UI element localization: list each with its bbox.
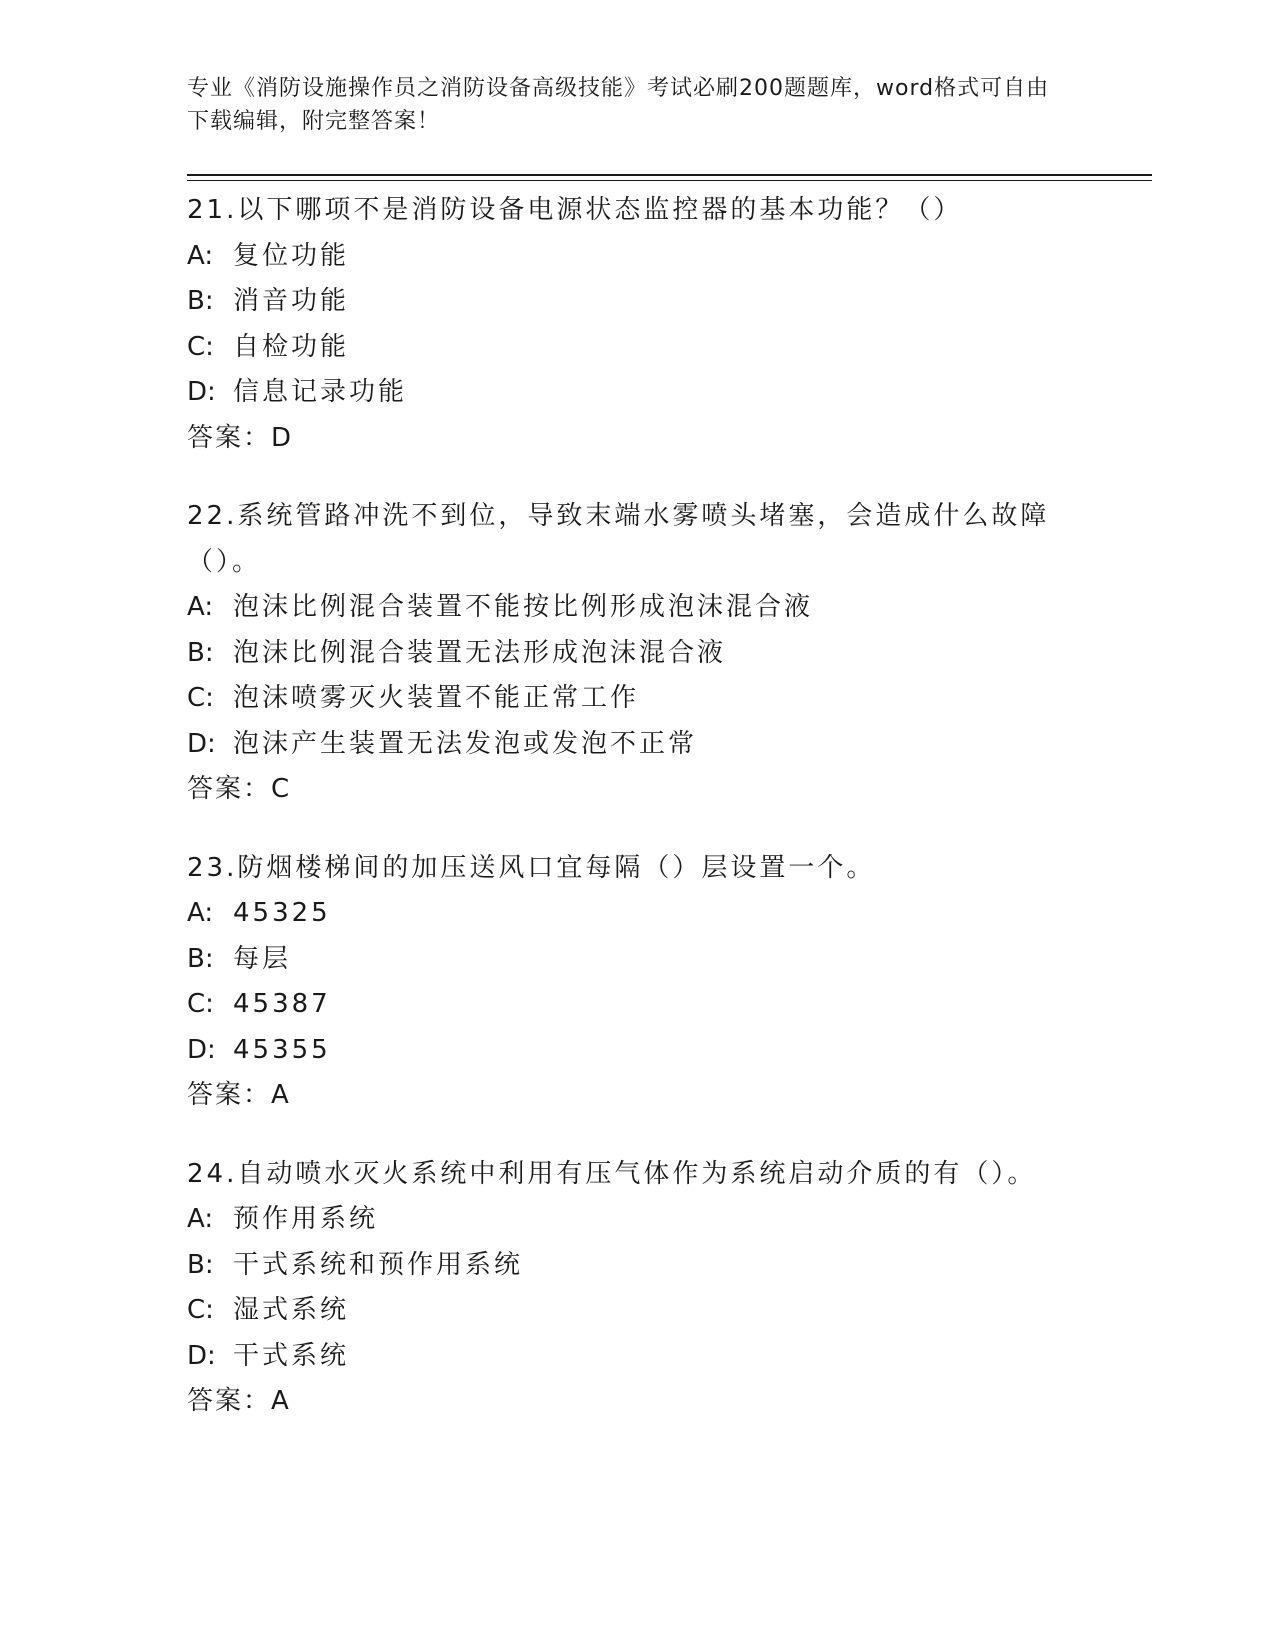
option-letter: C:: [187, 683, 214, 713]
option-text: 泡沫比例混合装置不能按比例形成泡沫混合液: [233, 592, 814, 622]
option-letter: C:: [187, 331, 214, 362]
option-text: 复位功能: [233, 240, 350, 271]
question-stem: 22.系统管路冲洗不到位，导致末端水雾喷头堵塞，会造成什么故障（）。: [187, 501, 1050, 577]
option-text: 信息记录功能: [233, 377, 408, 407]
option-c: [187, 676, 1087, 722]
option-text: 干式系统: [233, 1340, 350, 1371]
answer-line: 答案：C: [187, 774, 292, 804]
option-letter: A:: [187, 898, 214, 928]
option-text: 45355: [233, 1034, 331, 1065]
option-a: [187, 234, 1087, 280]
option-text: 湿式系统: [233, 1295, 350, 1325]
option-text: 自检功能: [233, 331, 350, 362]
question-item: [187, 1152, 1087, 1425]
option-b: [187, 937, 1087, 983]
option-letter: B:: [187, 286, 214, 316]
option-text: 每层: [233, 943, 292, 974]
option-letter: B:: [187, 943, 214, 974]
header-divider-thin: [187, 180, 1152, 181]
option-a: [187, 585, 1087, 631]
question-stem: 23.防烟楼梯间的加压送风口宜每隔（）层设置一个。: [187, 852, 876, 883]
option-letter: A:: [187, 1204, 214, 1234]
option-c: [187, 325, 1087, 371]
answer-line: 答案：A: [187, 1080, 291, 1110]
document-header: 专业《消防设施操作员之消防设备高级技能》考试必刷200题题库，word格式可自由下载编辑，附完整答案！: [187, 76, 1050, 134]
option-text: 泡沫产生装置无法发泡或发泡不正常: [233, 728, 698, 759]
option-text: 泡沫喷雾灭火装置不能正常工作: [233, 683, 640, 713]
option-b: [187, 1243, 1087, 1289]
option-b: [187, 631, 1087, 677]
answer-line: 答案：A: [187, 1386, 291, 1416]
option-a: [187, 1197, 1087, 1243]
option-text: 45325: [233, 898, 331, 928]
option-d: [187, 722, 1087, 768]
option-letter: B:: [187, 1249, 214, 1280]
question-stem: 24.自动喷水灭火系统中利用有压气体作为系统启动介质的有（）。: [187, 1158, 1037, 1189]
option-b: [187, 279, 1087, 325]
question-stem: 21.以下哪项不是消防设备电源状态监控器的基本功能？（）: [187, 195, 963, 225]
option-letter: D:: [187, 728, 216, 759]
option-text: 预作用系统: [233, 1204, 379, 1234]
option-letter: C:: [187, 1295, 214, 1325]
option-d: [187, 1028, 1087, 1074]
option-c: [187, 1288, 1087, 1334]
option-text: 45387: [233, 989, 331, 1019]
question-item: [187, 846, 1087, 1119]
question-item: [187, 494, 1087, 813]
option-letter: D:: [187, 1340, 216, 1371]
option-text: 泡沫比例混合装置无法形成泡沫混合液: [233, 637, 727, 668]
option-d: [187, 370, 1087, 416]
answer-line: 答案：D: [187, 422, 294, 453]
header-divider-thick: [187, 174, 1152, 176]
option-text: 干式系统和预作用系统: [233, 1249, 524, 1280]
option-c: [187, 982, 1087, 1028]
option-d: [187, 1334, 1087, 1380]
question-item: [187, 188, 1087, 461]
option-letter: D:: [187, 377, 216, 407]
question-list: [187, 188, 1087, 1458]
option-text: 消音功能: [233, 286, 350, 316]
option-letter: B:: [187, 637, 214, 668]
option-letter: C:: [187, 989, 214, 1019]
option-letter: A:: [187, 592, 214, 622]
option-letter: A:: [187, 240, 214, 271]
option-letter: D:: [187, 1034, 216, 1065]
option-a: [187, 891, 1087, 937]
